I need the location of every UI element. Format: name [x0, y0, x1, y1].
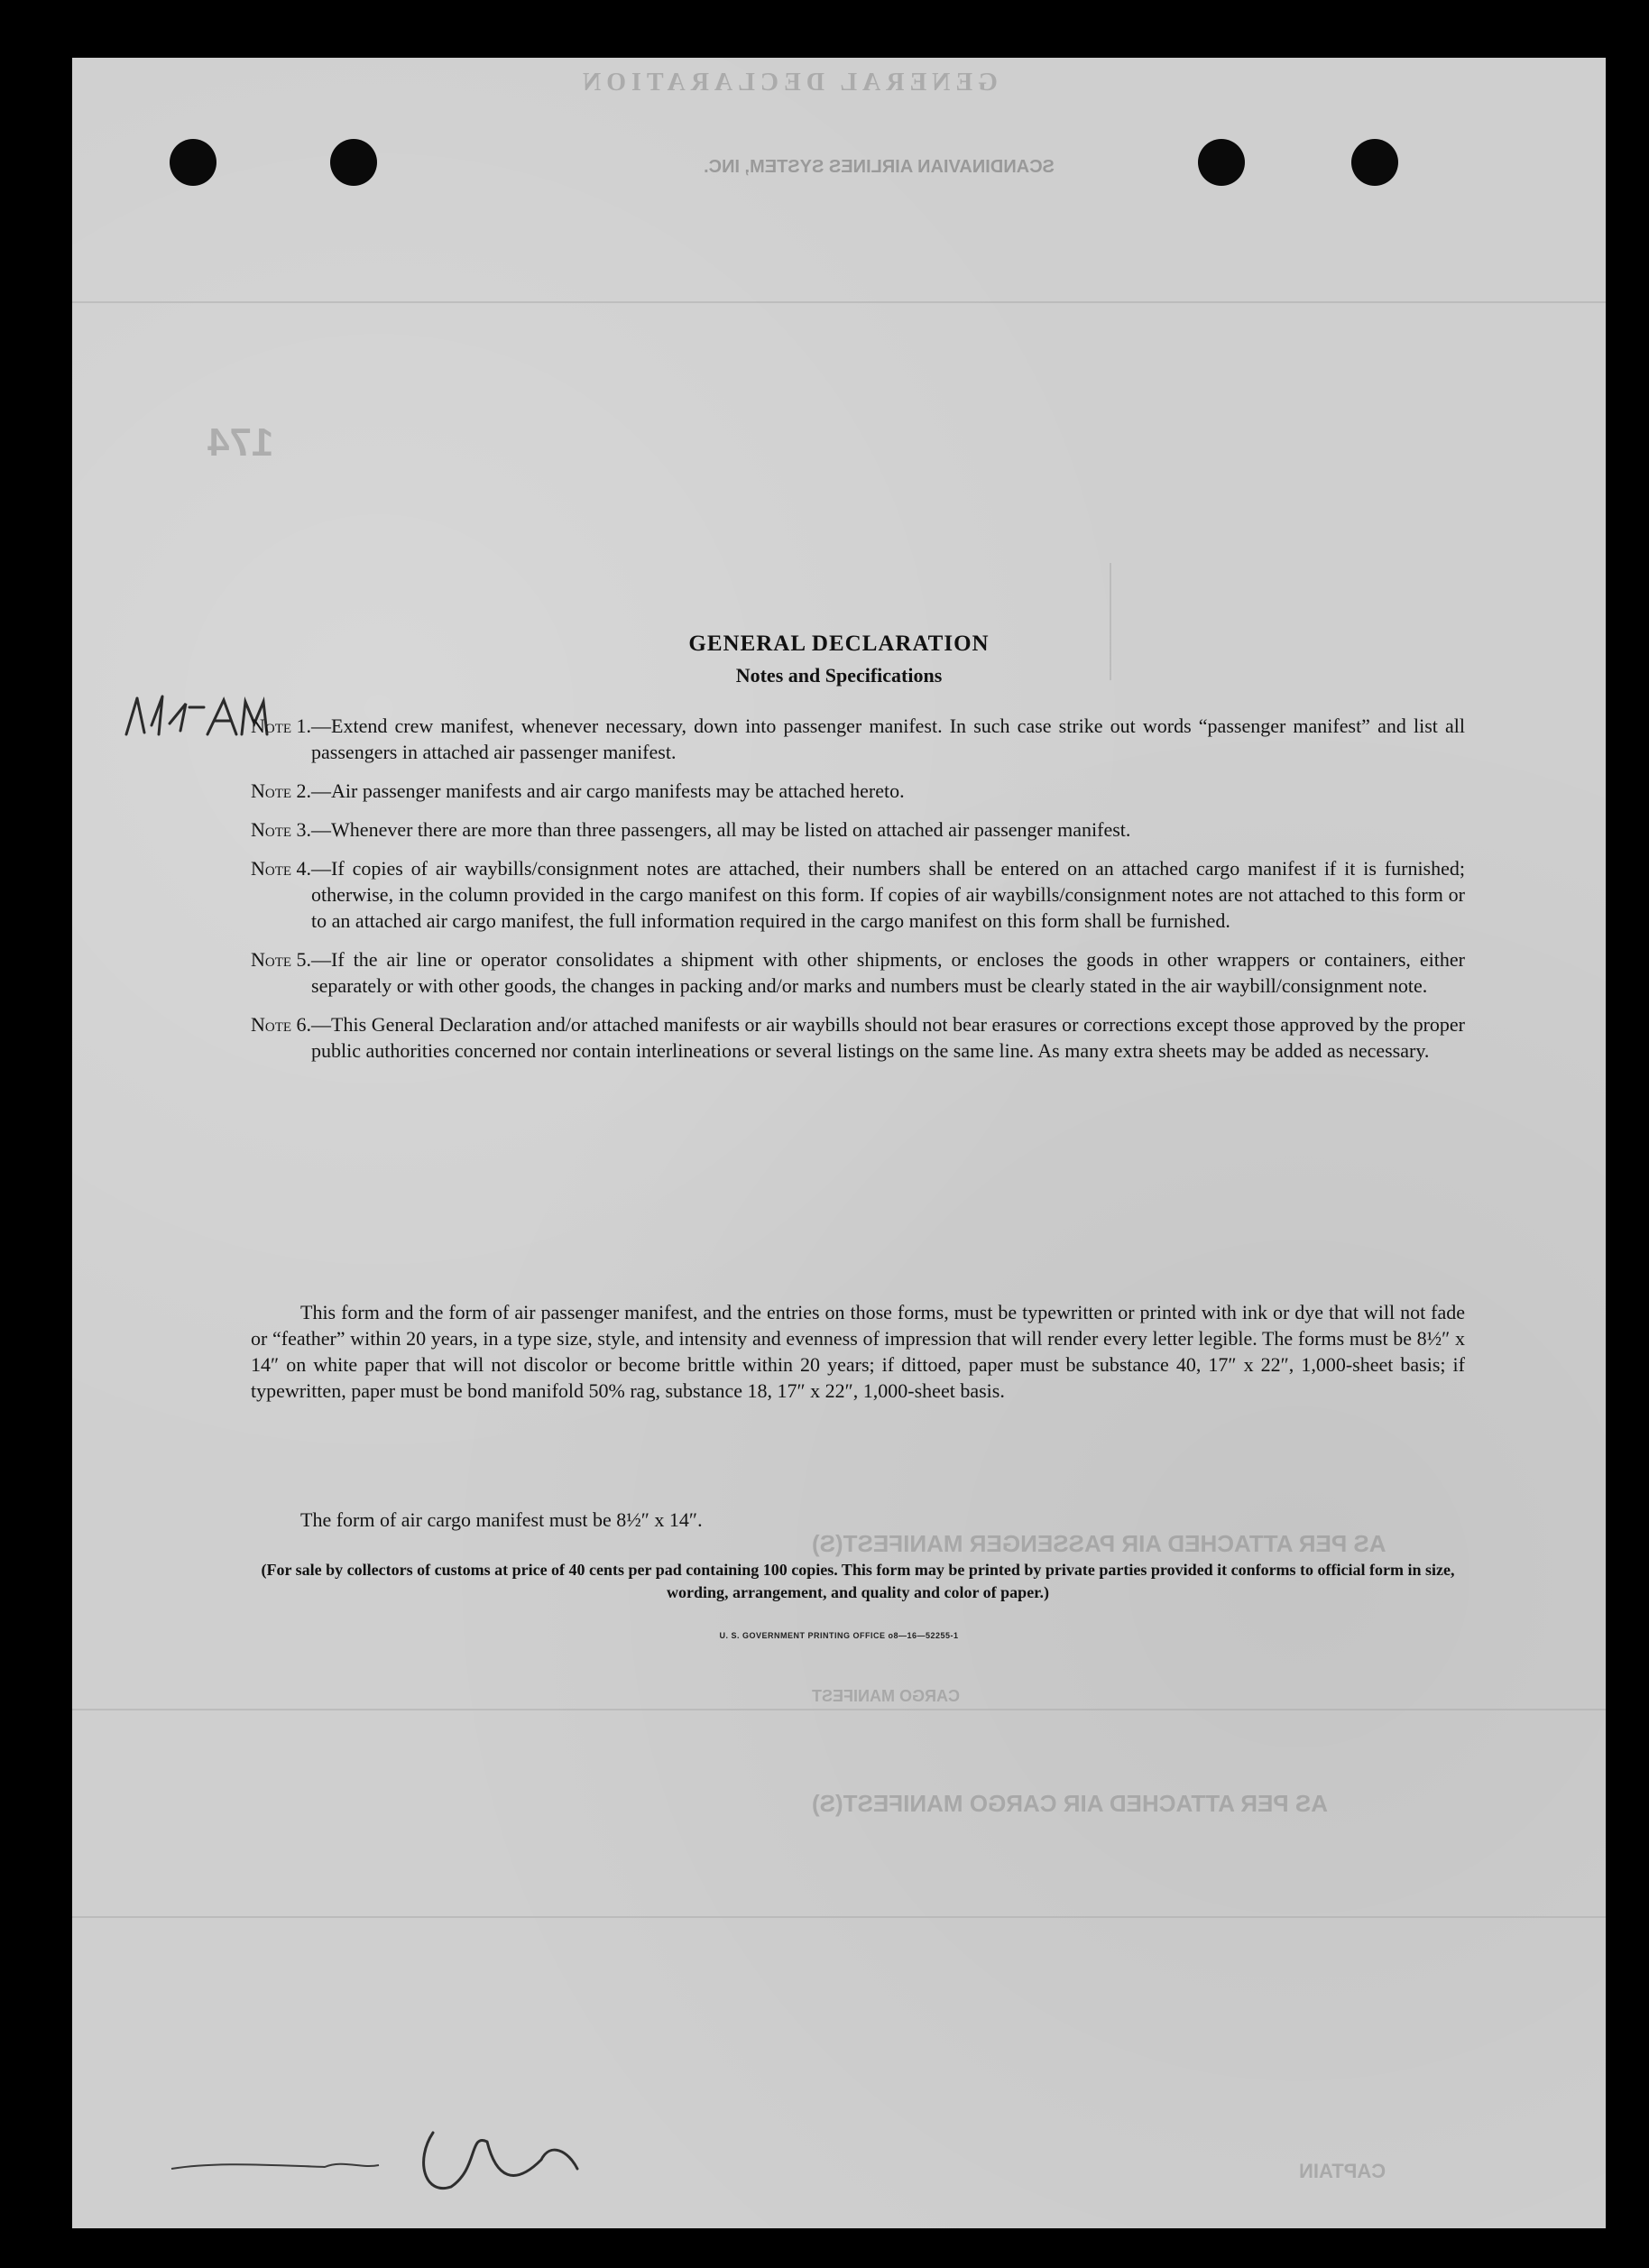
note-label: Note 6.: [251, 1013, 312, 1036]
page-subtitle: Notes and Specifications: [735, 664, 943, 687]
note-text: —Extend crew manifest, whenever necessary, down into passenger manifest. In such case strike out words “passenger manifest” and list all passengers in attached air passenger manifest.: [311, 715, 1465, 763]
show-through-airline: SCANDINAVIAN AIRLINES SYSTEM, INC.: [704, 157, 1055, 177]
signature: [162, 2106, 631, 2205]
note-item: [251, 778, 1465, 804]
show-through-cargo-title: CARGO MANIFEST: [812, 1687, 960, 1705]
note-label: Note 4.: [251, 857, 312, 880]
note-text: —Air passenger manifests and air cargo manifests may be attached hereto.: [311, 779, 905, 802]
note-text: —If the air line or operator consolidates a shipment with other shipments, or encloses the goods in other wrappers or containers, either separately or with other goods, the changes in packing and/or marks and numbers must be clearly stated in the air waybill/consignment note.: [311, 948, 1465, 997]
note-item: [251, 855, 1465, 934]
show-through-title: GENERAL DECLARATION: [577, 69, 998, 97]
show-through-rule: [1110, 563, 1111, 680]
note-label: Note 2.: [251, 779, 312, 802]
notes-list: [251, 713, 1465, 1076]
note-item: [251, 713, 1465, 765]
show-through-rule: [72, 301, 1606, 303]
page-title: GENERAL DECLARATION: [688, 632, 990, 656]
show-through-rule: [72, 1709, 1606, 1710]
note-item: [251, 816, 1465, 843]
document-page: [72, 58, 1606, 2228]
show-through-captain: CAPTAIN: [1299, 2160, 1386, 2182]
note-label: Note 5.: [251, 948, 312, 971]
punch-hole: [1351, 139, 1398, 186]
show-through-rule: [72, 1916, 1606, 1918]
svg-text:11:44 AM: 11:44 AM: [117, 671, 122, 672]
show-through-cargo-manifest: AS PER ATTACHED AIR CARGO MANIFEST(S): [812, 1790, 1328, 1817]
printer-imprint: U. S. GOVERNMENT PRINTING OFFICE o8—16—52255-1: [719, 1631, 959, 1640]
note-label: Note 1.: [251, 715, 312, 737]
cargo-manifest-size-note: The form of air cargo manifest must be 8½″ x 14″.: [300, 1508, 703, 1531]
punch-hole: [330, 139, 377, 186]
note-text: —If copies of air waybills/consignment notes are attached, their numbers shall be entered on an attached cargo manifest if it is furnished; otherwise, in the column provided in the cargo manifest on this form. If copies of air waybills/consignment notes are not attached to this form or to an attached air cargo manifest, the full information required in the cargo manifest on this form shall be furnished.: [311, 857, 1465, 932]
punch-hole: [170, 139, 216, 186]
show-through-passenger-manifest: AS PER ATTACHED AIR PASSENGER MANIFEST(S): [812, 1530, 1386, 1557]
note-text: —This General Declaration and/or attached manifests or air waybills should not bear erasures or corrections except those approved by the proper public authorities concerned nor contain interlineations or several listings on the same line. As many extra sheets may be added as necessary.: [311, 1013, 1465, 1062]
note-item: [251, 946, 1465, 999]
note-item: [251, 1011, 1465, 1064]
note-text: —Whenever there are more than three passengers, all may be listed on attached air passenger manifest.: [311, 818, 1131, 841]
show-through-number: 174: [207, 420, 274, 465]
punch-hole: [1198, 139, 1245, 186]
specification-paragraph: This form and the form of air passenger manifest, and the entries on those forms, must be typewritten or printed with ink or dye that will not fade or “feather” within 20 years, in a type size, style, and intensity and evenness of impression that will render every letter legible. The forms must be 8½″ x 14″ on white paper that will not discolor or become brittle within 20 years; if dittoed, paper must be substance 40, 17″ x 22″, 1,000-sheet basis; if typewritten, paper must be bond manifold 50% rag, substance 18, 17″ x 22″, 1,000-sheet basis.: [251, 1301, 1465, 1402]
sale-notice: (For sale by collectors of customs at price of 40 cents per pad containing 100 copies. This form may be printed by private parties provided it conforms to official form in size, wording, arrangement, and quality and color of paper.): [261, 1561, 1455, 1601]
note-label: Note 3.: [251, 818, 312, 841]
